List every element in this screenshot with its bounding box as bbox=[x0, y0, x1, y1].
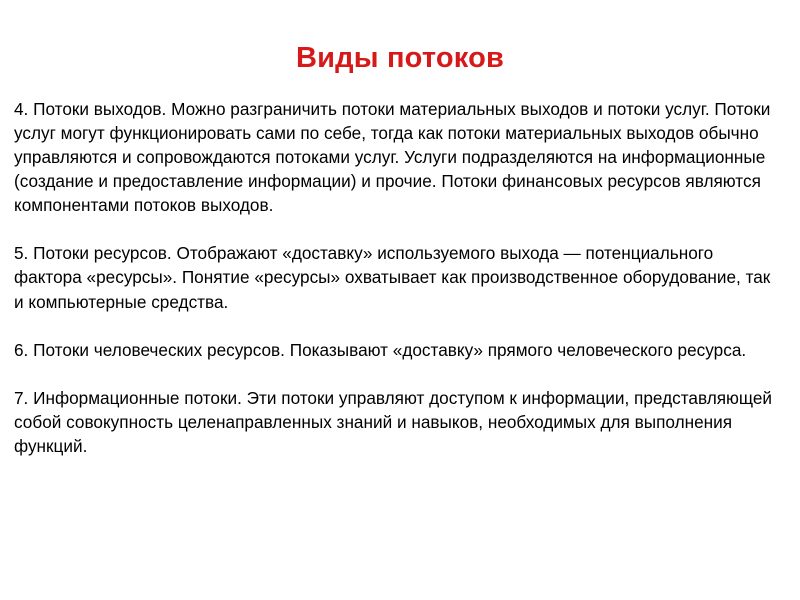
paragraph-4: 4. Потоки выходов. Можно разграничить потоки материальных выходов и потоки услуг. Потоки услуг могут функционировать сами по себе, тогда как потоки материальных выходов обычно управляются и сопровождаются потоками услуг. Услуги подразделяются на информационные (создание и предоставление информации) и прочие. Потоки финансовых ресурсов являются компонентами потоков выходов. bbox=[14, 99, 771, 216]
slide-body bbox=[0, 75, 800, 458]
paragraph-7: 7. Информационные потоки. Эти потоки управляют доступом к информации, представляющей собой совокупность целенаправленных знаний и навыков, необходимых для выполнения функций. bbox=[14, 387, 773, 456]
paragraph-6: 6. Потоки человеческих ресурсов. Показывают «доставку» прямого человеческого ресурса. bbox=[14, 339, 747, 360]
page-title: Виды потоков bbox=[295, 42, 505, 74]
paragraph-5: 5. Потоки ресурсов. Отображают «доставку» используемого выхода — потенциального фактора «ресурсы». Понятие «ресурсы» охватывает как производственное оборудование, так и компьютерные средства. bbox=[14, 243, 771, 312]
